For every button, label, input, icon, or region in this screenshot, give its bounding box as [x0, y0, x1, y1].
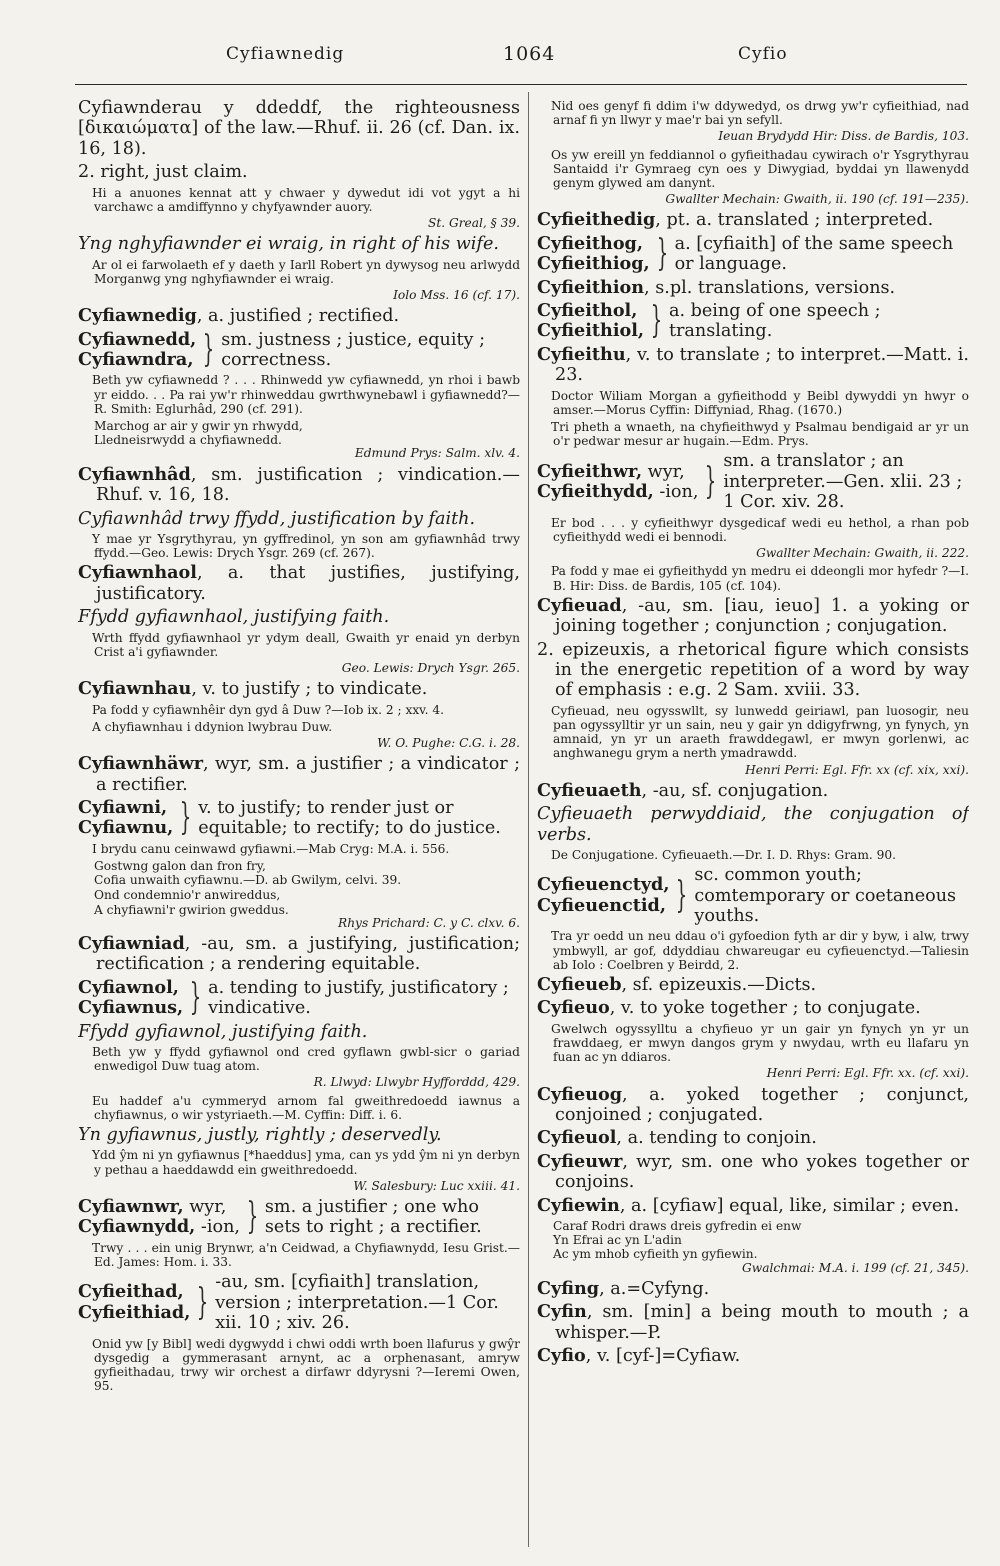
definition: a. tending to justify, justificatory ; vindicative.	[208, 977, 509, 1019]
headword: Cyfiawnus,	[78, 997, 184, 1019]
citation-source: Ieuan Brydydd Hir: Diss. de Bardis, 103.	[718, 129, 969, 144]
brace: }	[246, 1196, 259, 1238]
definition: , -au, sm. a justifying, justification; rectification ; a rendering equitable.	[96, 934, 520, 975]
headword: Cyfiawniad	[78, 933, 185, 954]
headword-suffix: -ion,	[195, 1217, 240, 1238]
entry-cyfieithu	[537, 345, 969, 386]
entry-cyfieithedig	[537, 210, 969, 230]
citation: Er bod . . . y cyfieithwyr dysgedicaf wedi eu hethol, a rhan pob cyfieithydd wedi ei bennodi.	[551, 515, 969, 544]
verse-citation	[553, 1219, 969, 1262]
definition: , -au, sm. [iau, ieuo] 1. a yoking or joining together ; conjunction ; conjugation.	[555, 595, 969, 637]
citation: A chyfiawnhau i ddynion lwybrau Duw.	[92, 719, 333, 734]
definition: , sm. [min] a being mouth to mouth ; a whisper.—P.	[555, 1302, 969, 1343]
entry-cyfiewin	[537, 1196, 969, 1216]
brace: }	[180, 797, 192, 839]
column-divider	[528, 92, 529, 1547]
headword: Cyfieithad,	[78, 1281, 184, 1303]
citation: Pa fodd y mae ei gyfieithydd yn medru ei ddeongli mor hyfedr ?—I. B. Hir: Diss. de Bardis, 105 (cf. 104).	[551, 564, 969, 593]
headword: Cyfiawnu,	[78, 817, 174, 839]
brace: }	[705, 461, 717, 503]
entry-cyfiawniad	[78, 934, 520, 975]
entry-cyfieueb	[537, 975, 969, 995]
entry-cyfiawnhaol	[78, 563, 520, 604]
citation-source: Henri Perri: Egl. Ffr. xx. (cf. xxi).	[766, 1066, 969, 1081]
citation: Y mae yr Ysgrythyrau, yn gyffredinol, yn son am gyfiawnhâd trwy ffydd.—Geo. Lewis: Drych Ysgr. 269 (cf. 267).	[92, 531, 520, 561]
entry-cyfin	[537, 1302, 969, 1343]
entry-text: Cyfiawnderau y ddeddf, the righteousness [δικαιώματα] of the law.—Rhuf. ii. 26 (cf. Dan. ix. 16, 18).	[78, 98, 520, 159]
headword-suffix: wyr,	[183, 1197, 227, 1218]
headword: Cyfieuenctyd,	[537, 874, 670, 896]
headword: Cyfieuenctid,	[537, 894, 666, 916]
headword-suffix: wyr,	[642, 461, 685, 482]
citation: Os yw ereill yn feddiannol o gyfieithadau cywirach o'r Ysgrythyrau Santaidd i'r Gymraeg cyn oes y Diwygiad, byddai yn llawenydd genym glywed am danynt.	[551, 147, 969, 191]
headword: Cyfieuog	[537, 1083, 623, 1105]
verse-line: Ond condemnio'r anwireddus,	[94, 888, 281, 903]
citation: Beth yw cyfiawnedd ? . . . Rhinwedd yw cyfiawnedd, yn rhoi i bawb yr eiddo. . . Pa rai yw'r rhinweddau gwrthwynebawl i gyfiawnedd?—R. Smith: Eglurhâd, 290 (cf. 291).	[92, 373, 520, 416]
citation: Eu haddef a'u cymmeryd arnom fal gweithredoedd iawnus a chyfiawnus, o wir ystyriaeth.—M. Cyffin: Diff. i. 6.	[92, 1093, 520, 1122]
entry-text: 2. right, just claim.	[78, 162, 248, 183]
headword: Cyfieuol	[537, 1127, 617, 1149]
citation-source: Iolo Mss. 16 (cf. 17).	[393, 288, 520, 303]
entry-cyfieuog	[537, 1085, 969, 1126]
entry-cyfio	[537, 1346, 969, 1366]
headword: Cyfiawnedig	[78, 305, 197, 327]
citation-source: W. Salesbury: Luc xxiii. 41.	[353, 1178, 520, 1193]
citation: Gwelwch ogyssylltu a chyfieuo yr un gair yn fynych yn yr un frawddaeg, er mwyn dangos grym y nwydau, wrth eu llafaru yn fuan ac yn ddiaros.	[551, 1021, 969, 1065]
definition: , wyr, sm. one who yokes together or conjoins.	[555, 1151, 969, 1193]
headword: Cyfieuad	[537, 594, 622, 616]
headword: Cyfiawndra,	[78, 349, 194, 371]
entry-text: Cyfiawnhâd trwy ffydd, justification by faith.	[78, 508, 476, 529]
brace: }	[656, 233, 668, 275]
headword	[78, 1217, 240, 1237]
verse-citation	[94, 888, 520, 916]
header-rule	[75, 84, 967, 85]
citation-source: Geo. Lewis: Drych Ysgr. 265.	[341, 660, 520, 675]
headword: Cyfiawni,	[78, 796, 168, 818]
definition: , -au, sf. conjugation.	[641, 780, 829, 801]
citation-source: Rhys Prichard: C. y C. clxv. 6.	[338, 915, 520, 930]
verse-citation	[94, 859, 520, 887]
entry-cyfiawnhau	[78, 679, 520, 699]
verse-line: A chyfiawni'r gwirion gweddus.	[94, 902, 289, 917]
definition: , a. that justifies, justifying, justificatory.	[96, 563, 520, 604]
entry-text: Cyfieuaeth perwyddiaid, the conjugation of verbs.	[537, 804, 969, 845]
running-head-right: Cyfio	[738, 44, 788, 64]
entry-text: 2. epizeuxis, a rhetorical figure which consists in the energetic repetition of a word by way of emphasis : e.g. 2 Sam. xviii. 33.	[537, 639, 969, 701]
entry-cyfiawnhawr	[78, 754, 520, 795]
entry-cyfieithol	[537, 301, 969, 342]
citation-source: St. Greal, § 39.	[427, 216, 520, 231]
headword-text: Cyfiawnydd,	[78, 1216, 196, 1238]
headword: Cyfieithedig	[537, 209, 656, 231]
citation: Beth yw y ffydd gyfiawnol ond cred gyflawn gwbl-sicr o gariad enwedigol Duw tuag atom.	[92, 1045, 520, 1074]
entry-text: Ffydd gyfiawnol, justifying faith.	[78, 1021, 368, 1042]
headword: Cyfin	[537, 1301, 587, 1323]
entry-cyfieuo	[537, 998, 969, 1018]
citation: De Conjugatione. Cyfieuaeth.—Dr. I. D. Rhys: Gram. 90.	[551, 847, 897, 862]
verse-line: Gostwng galon dan fron fry,	[94, 858, 266, 873]
definition: sm. justness ; justice, equity ; correctness.	[221, 329, 486, 371]
running-head-left: Cyfiawnedig	[226, 44, 345, 64]
entry-cyfiawnedd	[78, 330, 520, 371]
citation-source: Gwallter Mechain: Gwaith, ii. 222.	[756, 546, 969, 561]
definition: , a.=Cyfyng.	[599, 1278, 710, 1299]
definition: a. being of one speech ; translating.	[668, 301, 881, 342]
headword: Cyfio	[537, 1345, 586, 1367]
headword-text: Cyfieithwr,	[537, 460, 643, 482]
verse-line: Marchog ar air y gwir yn rhwydd,	[94, 419, 303, 434]
headword	[78, 1197, 240, 1217]
entry-cyfieuwr	[537, 1152, 969, 1193]
definition: sm. a translator ; an interpreter.—Gen. xlii. 23 ; 1 Cor. xiv. 28.	[723, 451, 963, 513]
headword: Cyfiawnedd,	[78, 328, 197, 350]
citation: Tra yr oedd un neu ddau o'i gyfoedion fyth ar dir y byw, i alw, trwy ymbwyll, ar gof, ddyddiau chwareugar eu cyfieuenctyd.—Taliesin ab Iolo : Coelbren y Beirdd, 2.	[551, 929, 969, 972]
verse-line: Yn Efrai ac yn L'adin	[553, 1233, 682, 1248]
headword: Cyfieueb	[537, 974, 622, 996]
headword-text: Cyfiawnwr,	[78, 1196, 184, 1218]
headword: Cyfiawnhau	[78, 678, 192, 700]
entry-cyfiawnol	[78, 978, 520, 1019]
brace: }	[189, 977, 202, 1019]
definition: , a. tending to conjoin.	[616, 1128, 817, 1149]
citation: Tri pheth a wnaeth, na chyfieithwyd y Psalmau bendigaid ar yr un o'r pedwar mesur ar hugain.—Edm. Prys.	[551, 420, 969, 449]
verse-line: Cofia unwaith cyfiawnu.—D. ab Gwilym, celvi. 39.	[94, 873, 402, 888]
brace: }	[676, 874, 688, 916]
definition: , v. to justify ; to vindicate.	[191, 679, 428, 700]
headword: Cyfiewin	[537, 1194, 620, 1216]
entry-text: Ffydd gyfiawnhaol, justifying faith.	[78, 607, 390, 628]
citation: Cyfieuad, neu ogysswllt, sy lunwedd geiriawl, pan luosogir, neu pan ogyssylltir yr un sain, neu y gair yn ddigyfrwng, yn fynych, yn amnaid, yn yr un araeth frawddegawl, er mwyn gorlenwi, ac anghwanegu grym a nerth ymadrawdd.	[551, 703, 969, 761]
definition: a. [cyfiaith] of the same speech or language.	[674, 233, 954, 275]
citation: Pa fodd y cyfiawnhêir dyn gyd â Duw ?—Iob ix. 2 ; xxv. 4.	[92, 702, 445, 717]
definition: sc. common youth; comtemporary or coetaneous youths.	[694, 865, 957, 926]
verse-line: Lledneisrwydd a chyfiawnedd.	[94, 433, 282, 448]
definition: , sm. justification ; vindication.—Rhuf. v. 16, 18.	[96, 464, 520, 506]
headword: Cyfiawnhâd	[78, 463, 191, 485]
entry-cyfieuad	[537, 596, 969, 637]
definition: , a. justified ; rectified.	[196, 306, 400, 327]
entry-cyfiawnedig	[78, 306, 520, 326]
citation: Trwy . . . ein unig Brynwr, a'n Ceidwad, a Chyfiawnydd, Iesu Grist.—Ed. James: Hom. i. 33.	[92, 1240, 520, 1270]
entry-cyfiawnhad	[78, 465, 520, 506]
definition: -au, sm. [cyfiaith] translation, version ; interpretation.—1 Cor. xii. 10 ; xiv. 26.	[215, 1272, 499, 1334]
citation: Ydd ŷm ni yn gyfiawnus [*haeddus] yma, can ys ydd ŷm ni yn derbyn y pethau a haeddawdd ein gweithredoedd.	[92, 1148, 520, 1177]
citation-source: Gwallter Mechain: Gwaith, ii. 190 (cf. 191—235).	[665, 192, 969, 207]
entry-cyfiawni	[78, 798, 520, 839]
verse-line: Caraf Rodri draws dreis gyfredin ei enw	[553, 1219, 802, 1234]
citation-source: Henri Perri: Egl. Ffr. xx (cf. xix, xxi).	[745, 762, 969, 777]
citation: Ar ol ei farwolaeth ef y daeth y Iarll Robert yn dywysog neu arlwydd Morganwg yng nghyfiawnder ei wraig.	[92, 257, 520, 286]
headword: Cyfieuaeth	[537, 779, 642, 801]
headword: Cyfieithiol,	[537, 320, 645, 342]
definition: , a. yoked together ; conjunct, conjoined ; conjugated.	[555, 1084, 969, 1126]
definition: v. to justify; to render just or equitable; to rectify; to do justice.	[198, 797, 501, 839]
headword: Cyfieithion	[537, 276, 645, 298]
entry-cyfieuenctyd	[537, 865, 969, 926]
page-number: 1064	[503, 43, 556, 65]
headword: Cyfiawnhaol	[78, 562, 197, 584]
entry-text: Yng nghyfiawnder ei wraig, in right of his wife.	[78, 234, 499, 255]
citation: Wrth ffydd gyfiawnhaol yr ydym deall, Gwaith yr enaid yn derbyn Crist a'i gyfiawnder.	[92, 630, 520, 659]
citation: Onid yw [y Bibl] wedi dygwydd i chwi oddi wrth boen llafurus y gwŷr dysgedig a gymmerasant arnynt, ac a orphenasant, amryw gyfieithadau, trwy wir orchest a dirfawr ddyrysni ?—Ieremi Owen, 95.	[92, 1336, 520, 1394]
citation: I brydu canu ceinwawd gyfiawni.—Mab Cryg: M.A. i. 556.	[92, 841, 450, 856]
definition: , pt. a. translated ; interpreted.	[655, 210, 934, 231]
definition: , v. to translate ; to interpret.—Matt. i. 23.	[555, 344, 969, 386]
headword-suffix: -ion,	[653, 482, 699, 503]
headword: Cyfiawnol,	[78, 976, 179, 998]
headword-text: Cyfieithydd,	[537, 481, 654, 503]
citation-source: W. O. Pughe: C.G. i. 28.	[377, 735, 520, 750]
entry-cyfieithog	[537, 234, 969, 275]
entry-cyfieithion	[537, 278, 969, 298]
definition: , a. [cyfiaw] equal, like, similar ; even.	[619, 1195, 960, 1216]
headword: Cyfiawnhäwr	[78, 753, 203, 775]
brace: }	[203, 329, 215, 371]
headword	[537, 462, 698, 482]
headword: Cyfieithog,	[537, 232, 643, 254]
entry-cyfiawnwr	[78, 1197, 520, 1238]
definition: , v. [cyf-]=Cyfiaw.	[585, 1346, 741, 1367]
definition: , v. to yoke together ; to conjugate.	[609, 998, 921, 1019]
headword: Cyfing	[537, 1277, 600, 1299]
entry-cyfieuol	[537, 1128, 969, 1148]
definition: , sf. epizeuxis.—Dicts.	[621, 975, 817, 996]
verse-line: Ac ym mhob cyfieith yn gyfiewin.	[553, 1247, 758, 1262]
entry-cyfieuaeth	[537, 781, 969, 801]
entry-text: Yn gyfiawnus, justly, rightly ; deservedly.	[78, 1125, 442, 1146]
brace: }	[650, 300, 663, 342]
entry-cyfing	[537, 1279, 969, 1299]
definition: sm. a justifier ; one who sets to right ; a rectifier.	[264, 1197, 482, 1238]
definition: , wyr, sm. a justifier ; a vindicator ; a rectifier.	[96, 754, 520, 795]
entry-cyfieithad	[78, 1272, 520, 1333]
left-column	[78, 98, 520, 1548]
verse-citation	[94, 419, 520, 447]
citation-source: Edmund Prys: Salm. xlv. 4.	[354, 446, 520, 461]
citation-source: Gwalchmai: M.A. i. 199 (cf. 21, 345).	[742, 1260, 969, 1275]
headword: Cyfieuo	[537, 997, 610, 1019]
headword: Cyfieithiog,	[537, 253, 650, 275]
definition: , s.pl. translations, versions.	[644, 277, 896, 298]
citation: Hi a anuones kennat att y chwaer y dywedut idi vot ygyt a hi varchawc a amdiffynno y chyfyawnder auory.	[92, 185, 520, 214]
brace: }	[197, 1281, 209, 1323]
headword	[537, 482, 698, 502]
entry-cyfieithwr	[537, 451, 969, 512]
headword: Cyfieuwr	[537, 1150, 623, 1172]
headword: Cyfieithol,	[537, 300, 638, 322]
headword: Cyfieithiad,	[78, 1301, 191, 1323]
citation-source: R. Llwyd: Llwybr Hyfforddd, 429.	[313, 1075, 520, 1090]
right-column	[537, 98, 969, 1548]
headword: Cyfieithu	[537, 343, 626, 365]
citation: Nid oes genyf fi ddim i'w ddywedyd, os drwg yw'r cyfieithiad, nad arnaf fi yn llwyr y mae'r bai yn sefyll.	[551, 99, 969, 128]
citation: Doctor Wiliam Morgan a gyfieithodd y Beibl dywyddi yn hwyr o amser.—Morus Cyffin: Diffyniad, Rhag. (1670.)	[551, 388, 969, 417]
